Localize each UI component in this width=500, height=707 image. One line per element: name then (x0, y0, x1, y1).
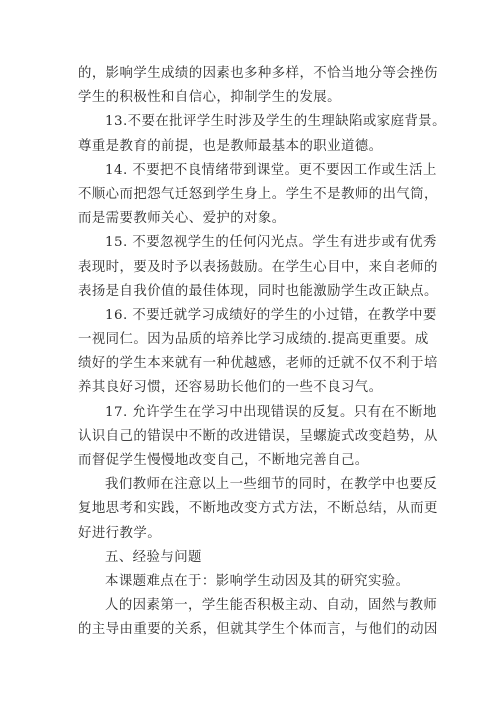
text-line: 尊重是教育的前提，也是教师最基本的职业道德。 (78, 138, 383, 154)
body-text (78, 62, 446, 643)
text-line: 不顺心而把怨气迁怒到学生身上。学生不是教师的出气筒， (78, 186, 438, 202)
text-line: 本课题难点在于：影响学生动因及其的研究实验。 (105, 573, 410, 589)
text-line: 17. 允许学生在学习中出现错误的反复。只有在不断地 (105, 404, 437, 420)
text-line: 16. 不要迁就学习成绩好的学生的小过错，在教学中要 (105, 307, 437, 323)
text-line: 表现时，要及时予以表扬鼓励。在学生心目中，来自老师的 (78, 259, 438, 275)
text-line: 学生的积极性和自信心，抑制学生的发展。 (78, 90, 341, 106)
text-line: 养其良好习惯，还容易助长他们的一些不良习气。 (78, 380, 383, 396)
text-line: 五、经验与问题 (105, 549, 202, 565)
text-line: 认识自己的错误中不断的改进错误，呈螺旋式改变趋势，从 (78, 428, 438, 444)
text-line: 我们教师在注意以上一些细节的同时，在教学中也要反 (105, 477, 438, 493)
text-line: 表扬是自我价值的最佳体现，同时也能激励学生改正缺点。 (78, 283, 438, 299)
text-line: 复地思考和实践，不断地改变方式方法，不断总结，从而更 (78, 501, 438, 517)
text-line: 一视同仁。因为品质的培养比学习成绩的.提高更重要。成 (78, 332, 429, 348)
text-line: 好进行教学。 (78, 525, 162, 541)
text-line: 而督促学生慢慢地改变自己，不断地完善自己。 (78, 453, 369, 468)
text-line: 的，影响学生成绩的因素也多种多样，不恰当地分等会挫伤 (78, 66, 438, 81)
text-line: 而是需要教师关心、爱护的对象。 (78, 211, 286, 227)
text-line: 人的因素第一，学生能否积极主动、自动，固然与教师 (105, 598, 438, 614)
text-line: 15. 不要忽视学生的任何闪光点。学生有进步或有优秀 (105, 235, 437, 251)
text-line: 13.不要在批评学生时涉及学生的生理缺陷或家庭背景。 (105, 114, 446, 130)
text-line: 14. 不要把不良情绪带到课堂。更不要因工作或生活上 (105, 162, 437, 178)
text-line: 绩好的学生本来就有一种优越感，老师的迁就不仅不利于培 (78, 356, 438, 372)
text-line: 的主导由重要的关系，但就其学生个体而言，与他们的动因 (78, 622, 438, 638)
